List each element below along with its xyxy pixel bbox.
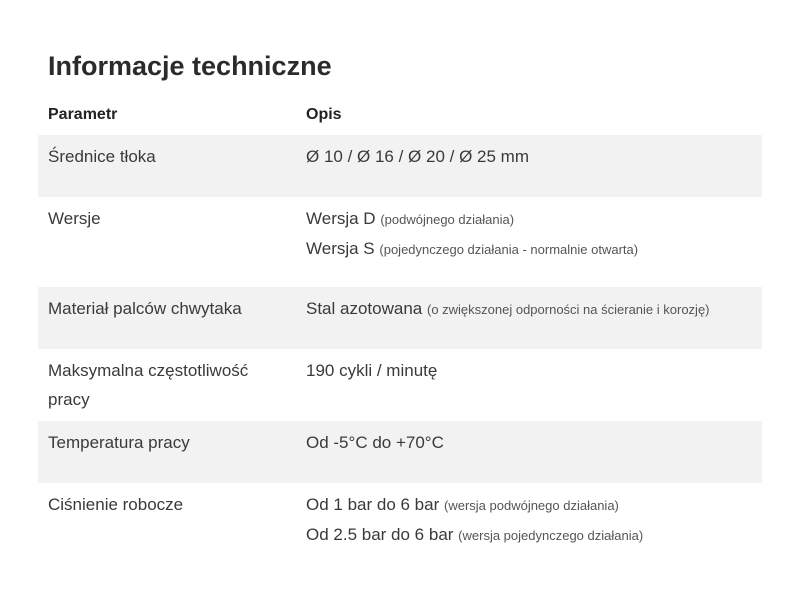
description-line (306, 294, 752, 324)
table-row (38, 287, 762, 349)
row-parameter: Wersje (48, 209, 101, 228)
description-line (306, 142, 752, 171)
description-value: Od -5°C do +70°C (306, 433, 444, 452)
description-line (306, 428, 752, 457)
row-parameter: Materiał palców chwytaka (38, 287, 296, 349)
description-note: (wersja podwójnego działania) (444, 498, 619, 513)
table-row (38, 135, 762, 197)
description-line (306, 520, 752, 550)
table-row (38, 483, 762, 573)
description-line (306, 356, 752, 385)
description-note: (wersja pojedynczego działania) (458, 528, 644, 543)
description-line (306, 204, 752, 234)
column-header-parameter: Parametr (48, 106, 118, 123)
description-value: Od 1 bar do 6 bar (306, 495, 440, 514)
description-value: Wersja S (306, 239, 375, 258)
row-description (296, 135, 762, 197)
description-value: 190 cykli / minutę (306, 361, 438, 380)
row-parameter: Ciśnienie robocze (48, 495, 184, 514)
description-note: (podwójnego działania) (380, 212, 515, 227)
row-description (296, 421, 762, 483)
row-description (296, 197, 762, 287)
table-row (38, 197, 762, 287)
table-header-row (38, 94, 762, 135)
table-row (38, 349, 762, 421)
technical-info-section (38, 42, 762, 573)
page-title: Informacje techniczne (48, 51, 332, 81)
description-line (306, 234, 752, 264)
column-header-description: Opis (306, 106, 342, 123)
row-description (296, 287, 762, 349)
specs-table (38, 94, 762, 573)
description-note: (pojedynczego działania - normalnie otwarta) (379, 242, 639, 257)
row-parameter: Maksymalna częstotliwość pracy (48, 361, 249, 409)
description-value: Stal azotowana (306, 299, 423, 318)
table-row (38, 421, 762, 483)
description-value: Od 2.5 bar do 6 bar (306, 525, 454, 544)
description-line (306, 490, 752, 520)
row-parameter: Średnice tłoka (38, 135, 296, 197)
row-description (296, 349, 762, 421)
description-value: Ø 10 / Ø 16 / Ø 20 / Ø 25 mm (306, 147, 529, 166)
row-description (296, 483, 762, 573)
row-parameter: Temperatura pracy (38, 421, 296, 483)
description-value: Wersja D (306, 209, 376, 228)
description-note: (o zwiększonej odporności na ścieranie i korozję) (426, 302, 710, 317)
